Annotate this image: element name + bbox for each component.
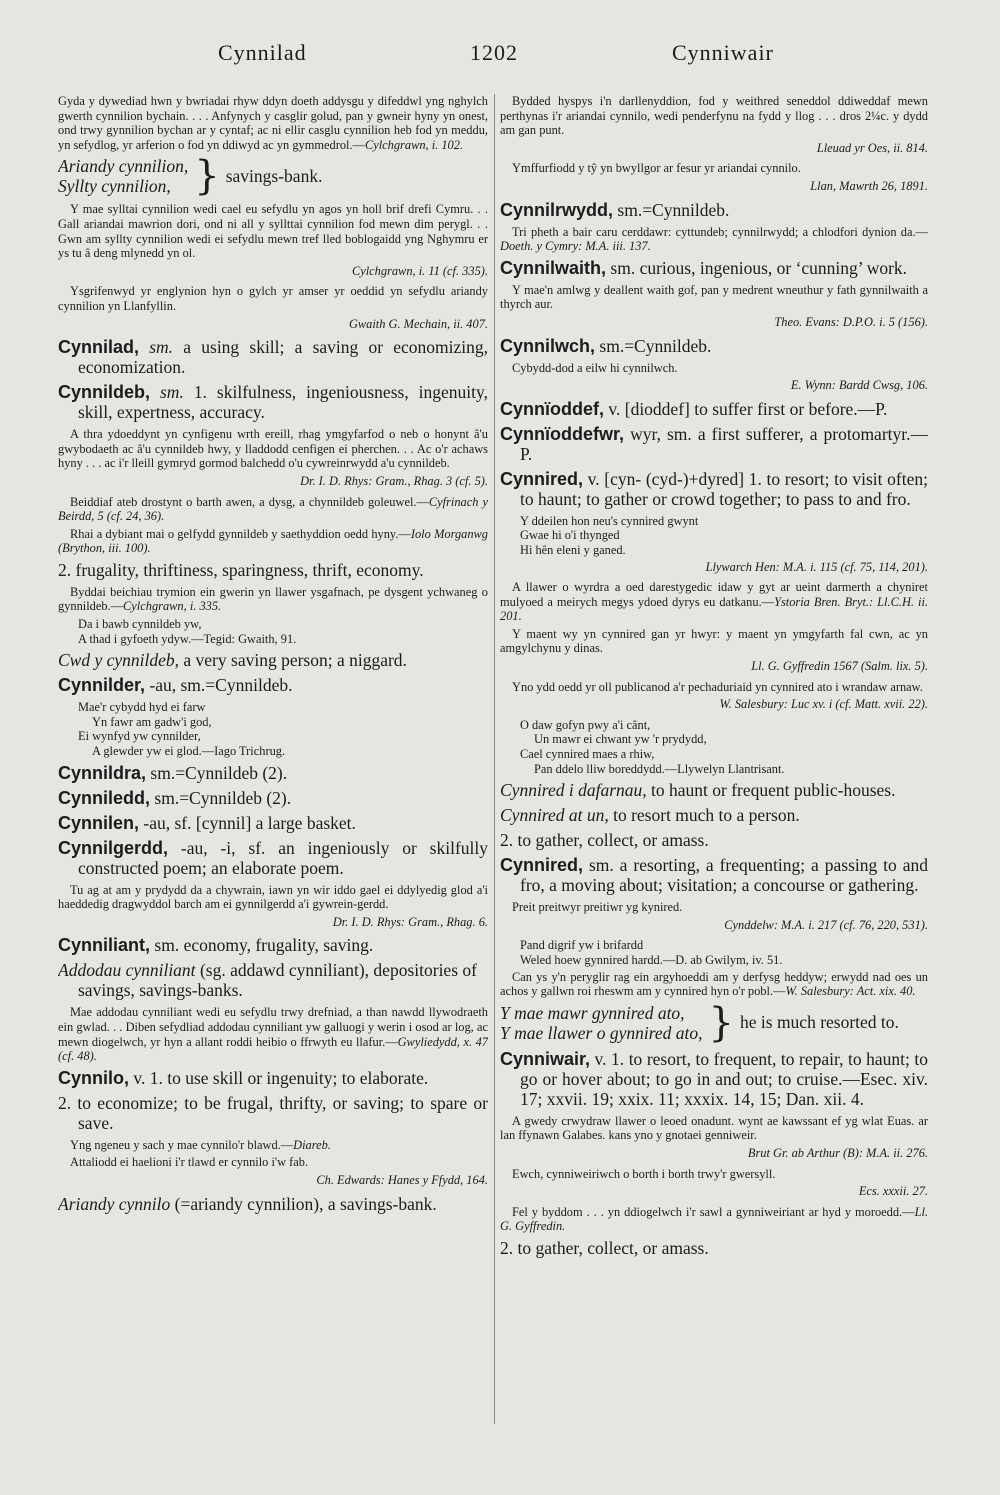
sub-entry: Cwd y cynnildeb, a very saving person; a niggard. <box>58 650 407 671</box>
citation: Ll. G. Gyffredin 1567 (Salm. lix. 5). <box>751 659 928 674</box>
headword: Cynnïoddef, <box>500 398 604 419</box>
quotation: Bydded hyspys i'n darllenyddion, fod y weithred seneddol ddiweddaf mewn perthynas i'r ariandai cynnilo, wedi penderfynu na fydd y llog . . . dros 2¼c. y dydd am gan punt. <box>500 94 928 138</box>
citation: Brut Gr. ab Arthur (B): M.A. ii. 276. <box>747 1145 928 1160</box>
quotation: Y mae sylltai cynnilion wedi cael eu sefydlu yn agos yn holl brif drefi Cymru. . . Gall ariandai mawrion dori, ond ni all y syllttai cynnilion fod mewn dim perygl. . . Gwn am syllty cynnilion wedi ei sefydlu mewn tref lled boblogaidd yng Nghymru er ys tu â deng mlynedd yn ol. <box>58 202 488 261</box>
right-column <box>500 94 928 1439</box>
running-header <box>0 40 1000 80</box>
sub-entry: Cynnired i dafarnau, to haunt or frequent public-houses. <box>500 780 896 801</box>
citation: Ch. Edwards: Hanes y Ffydd, 164. <box>316 1172 488 1187</box>
entry: Cynnilen, -au, sf. [cynnil] a large basket. <box>58 812 356 833</box>
sense: 2. frugality, thriftiness, sparingness, thrift, economy. <box>58 559 424 580</box>
quotation: Can ys y'n peryglir rag ein argyhoeddi am y derfysg heddyw; erwydd nad oes un achos y gallwn roi rheswm am y cynnired hyn o'r pobl.—W. Salesbury: Act. xix. 40. <box>500 969 928 999</box>
quotation: A thra ydoeddynt yn cynfigenu wrth ereill, rhag ymgyfarfod o neb o honynt â'u gwybodaeth ac â'u cynnildeb hwy, y lladdodd cenfigen ei pherchen. . . Ac o'r achaws hyny . . . ac i'r lleill gymryd gormod balchedd o'u cywreinrwydd a'u cynnildeb. <box>58 427 488 471</box>
quotation: Ewch, cynniweiriwch o borth i borth trwy'r gwersyll. <box>512 1166 776 1181</box>
sub-entry: Cynnired at un, to resort much to a person. <box>500 805 800 826</box>
brace-icon: } <box>708 999 734 1046</box>
headword: Cynniwair, <box>500 1048 591 1069</box>
headword: Cynnilo, <box>58 1067 129 1088</box>
verse-quotation: Da i bawb cynnildeb yw, A thad i gyfoeth ydyw.—Tegid: Gwaith, 91. <box>78 617 297 646</box>
brace-icon: } <box>194 153 220 200</box>
entry: Cynniwair, v. 1. to resort, to frequent, to repair, to haunt; to go or hover about; to go in and out; to cruise.—Esec. xiv. 17; xxvii. 19; xxix. 11; xxxix. 14, 15; Dan. xii. 4. <box>500 1048 928 1109</box>
quotation: Y mae'n amlwg y deallent waith gof, pan y medrent wneuthur y fath gynnilwaith a thyrch aur. <box>500 282 928 312</box>
quotation: Yng ngeneu y sach y mae cynnilo'r blawd.—Diareb. <box>70 1137 331 1152</box>
compound-term: Syllty cynnilion, <box>58 176 171 197</box>
citation: Gwaith G. Mechain, ii. 407. <box>348 316 488 331</box>
headword: Cynnïoddefwr, <box>500 423 625 444</box>
entry: Cynnilder, -au, sm.=Cynnildeb. <box>58 675 293 696</box>
sub-entry: Ariandy cynnilo (=ariandy cynnilion), a savings-bank. <box>58 1193 437 1214</box>
quotation: Tri pheth a bair caru cerddawr: cyttundeb; cynnilrwydd; a chlodfori dynion da.—Doeth. y Cymry: M.A. iii. 137. <box>500 224 928 254</box>
headword: Cynnilwaith, <box>500 257 607 278</box>
entry: Cynnired, v. [cyn- (cyd-)+dyred] 1. to resort; to visit often; to haunt; to gather or crowd together; to pass to and fro. <box>500 468 928 509</box>
citation: Ecs. xxxii. 27. <box>858 1184 928 1199</box>
quotation: A gwedy crwydraw llawer o leoed onadunt. wynt ae kawssant ef yg wlat Euas. ar lan ffynawn Galabes. kans yno y gnotaei genniweir. <box>500 1113 928 1143</box>
quotation: Tu ag at am y prydydd da a chywrain, iawn yn wir iddo gael ei ddylyedig glod a'i haeddedig dragwyddol barch am ei gynnilgerdd a'i gywrein-gerdd. <box>58 882 488 912</box>
entry: Cynnildeb, sm. 1. skilfulness, ingeniousness, ingenuity, skill, expertness, accuracy. <box>58 382 488 423</box>
left-column <box>58 94 488 1439</box>
quotation: Beiddiaf ateb drostynt o barth awen, a dysg, a chynnildeb goleuwel.—Cyfrinach y Beirdd, 5 (cf. 24, 36). <box>58 494 488 524</box>
citation: E. Wynn: Bardd Cwsg, 106. <box>790 378 928 393</box>
quotation: Rhai a dybiant mai o gelfydd gynnildeb y saethyddion oedd hyny.—Iolo Morganwg (Brython, iii. 100). <box>58 526 488 556</box>
citation: Cynddelw: M.A. i. 217 (cf. 76, 220, 531). <box>724 917 928 932</box>
sense: 2. to gather, collect, or amass. <box>500 1237 709 1258</box>
entry: Cynnilgerdd, -au, -i, sf. an ingeniously or skilfully constructed poem; an elaborate poem. <box>58 837 488 878</box>
headword: Cynniliant, <box>58 935 151 956</box>
entry: Cynnïoddef, v. [dioddef] to suffer first or before.—P. <box>500 398 888 419</box>
entry: Cynnired, sm. a resorting, a frequenting; a passing to and fro, a moving about; visitation; a concourse or gathering. <box>500 855 928 896</box>
citation: Llan, Mawrth 26, 1891. <box>810 178 928 193</box>
citation: Llywarch Hen: M.A. i. 115 (cf. 75, 114, 201). <box>705 559 928 574</box>
verse-quotation: Mae'r cybydd hyd ei farw Yn fawr am gadw'i god, Ei wynfyd yw cynnilder, A glewder yw ei glod.—Iago Trichrug. <box>78 700 286 759</box>
headword: Cynnilwch, <box>500 335 596 356</box>
sense: 2. to gather, collect, or amass. <box>500 830 709 851</box>
entry: Cynnilrwydd, sm.=Cynnildeb. <box>500 199 730 220</box>
phrase: Y mae mawr gynnired ato, <box>500 1002 685 1023</box>
definition: savings-bank. <box>225 165 323 186</box>
compound-term: Ariandy cynnilion, <box>58 156 189 177</box>
phrase: Y mae llawer o gynnired ato, <box>500 1022 703 1043</box>
quotation: Attaliodd ei haelioni i'r tlawd er cynnilo i'w fab. <box>70 1155 309 1170</box>
sense: 2. to economize; to be frugal, thrifty, or saving; to spare or save. <box>58 1092 488 1133</box>
headword: Cynnilder, <box>58 675 146 696</box>
verse-quotation: Pand digrif yw i brifardd Weled hoew gynnired hardd.—D. ab Gwilym, iv. 51. <box>520 938 783 967</box>
citation: Lleuad yr Oes, ii. 814. <box>816 140 928 155</box>
header-left-guideword: Cynnilad <box>218 40 307 65</box>
header-right-guideword: Cynniwair <box>672 40 774 65</box>
quotation: Byddai beichiau trymion ein gwerin yn llawer ysgafnach, pe dysgent ychwaneg o gynnildeb.—Cylchgrawn, i. 335. <box>58 584 488 614</box>
entry: Cynnilo, v. 1. to use skill or ingenuity; to elaborate. <box>58 1067 429 1088</box>
headword: Cynnired, <box>500 855 584 876</box>
entry: Cynnilwch, sm.=Cynnildeb. <box>500 335 712 356</box>
headword: Cynnildra, <box>58 762 147 783</box>
headword: Cynnired, <box>500 468 584 489</box>
entry: Cynniledd, sm.=Cynnildeb (2). <box>58 787 292 808</box>
quotation: Y maent wy yn cynnired gan yr hwyr: y maent yn ymgyfarth fal cwn, ac yn amgylchynu y dinas. <box>500 626 928 656</box>
brace-group <box>58 153 488 200</box>
quotation: A llawer o wyrdra a oed darestygedic idaw y gyt ar ueint darmerth a chyniret mulyoed a meirych megys ydoed dyrys eu datkanu.—Ystoria Bren. Bryt.: Ll.C.H. ii. 201. <box>500 580 928 624</box>
page-number: 1202 <box>470 40 518 65</box>
headword: Cynnilen, <box>58 812 140 833</box>
citation: Dr. I. D. Rhys: Gram., Rhag. 6. <box>332 914 488 929</box>
entry: Cynnildra, sm.=Cynnildeb (2). <box>58 762 288 783</box>
headword: Cynnilad, <box>58 337 140 358</box>
quotation: Ymffurfiodd y tŷ yn bwyllgor ar fesur yr ariandai cynnilo. <box>512 161 801 176</box>
verse-quotation: O daw gofyn pwy a'i cânt, Un mawr ei chwant yw 'r prydydd, Cael cynnired maes a rhiw, Pan ddelo lliw boreddydd.—Llywelyn Llantrisant. <box>520 717 785 776</box>
citation: Cylchgrawn, i. 11 (cf. 335). <box>351 263 488 278</box>
column-divider <box>494 94 495 1424</box>
entry: Cynnilad, sm. a using skill; a saving or economizing, economization. <box>58 337 488 378</box>
entry: Cynnilwaith, sm. curious, ingenious, or ‘cunning’ work. <box>500 257 908 278</box>
verse-quotation: Y ddeilen hon neu's cynnired gwynt Gwae hi o'i thynged Hi hên eleni y ganed. <box>520 513 699 557</box>
quotation: Cybydd-dod a eilw hi cynnilwch. <box>512 360 678 375</box>
headword: Cynnildeb, <box>58 382 151 403</box>
headword: Cynniledd, <box>58 787 151 808</box>
citation: Theo. Evans: D.P.O. i. 5 (156). <box>774 314 928 329</box>
citation: W. Salesbury: Luc xv. i (cf. Matt. xvii. 22). <box>719 697 928 712</box>
quotation: Mae addodau cynniliant wedi eu sefydlu trwy drefniad, a than nawdd llywodraeth ein gwlad. . . Diben sefydliad addodau cynniliant yw galluogi y werin i osod ar log, ac mewn diogelwch, yr hyn a allant roddi heibio o ffrwyth eu llafur.—Gwyliedydd, x. 47 (cf. 48). <box>58 1005 488 1064</box>
quotation: Gyda y dywediad hwn y bwriadai rhyw ddyn doeth addysgu y difeddwl yng nghylch gwerth cynnilion bychain. . . . Anfynych y casglir golud, pan y gwneir hyny yn onest, ond trwy gynnilion bychan ar y cyntaf; ac ni ellir casglu cynnilion heb fod yn meddu, yn sefydlog, yr arferion o fod yn ddiwyd ac yn gymmedrol.—Cylchgrawn, i. 102. <box>58 94 488 152</box>
quotation: Yno ydd oedd yr oll publicanod a'r pechaduriaid yn cynnired ato i wrandaw arnaw. <box>512 679 923 694</box>
citation: Dr. I. D. Rhys: Gram., Rhag. 3 (cf. 5). <box>300 473 488 488</box>
entry: Cynniliant, sm. economy, frugality, saving. <box>58 935 374 956</box>
headword: Cynnilgerdd, <box>58 837 169 858</box>
quotation: Preit preitwyr preitiwr yg kynired. <box>512 900 683 915</box>
quotation: Fel y byddom . . . yn ddiogelwch i'r sawl a gynniweiriant ar hyd y moroedd.—Ll. G. Gyffredin. <box>500 1204 928 1234</box>
quotation: Ysgrifenwyd yr englynion hyn o gylch yr amser yr oeddid yn sefydlu ariandy cynnilion yn Llanfyllin. <box>58 284 488 313</box>
sub-entry: Addodau cynniliant (sg. addawd cynniliant), depositories of savings, savings-banks. <box>58 960 477 1001</box>
definition: he is much resorted to. <box>740 1012 899 1033</box>
headword: Cynnilrwydd, <box>500 199 614 220</box>
brace-group <box>500 999 928 1046</box>
entry: Cynnïoddefwr, wyr, sm. a first sufferer, a protomartyr.—P. <box>500 423 928 464</box>
